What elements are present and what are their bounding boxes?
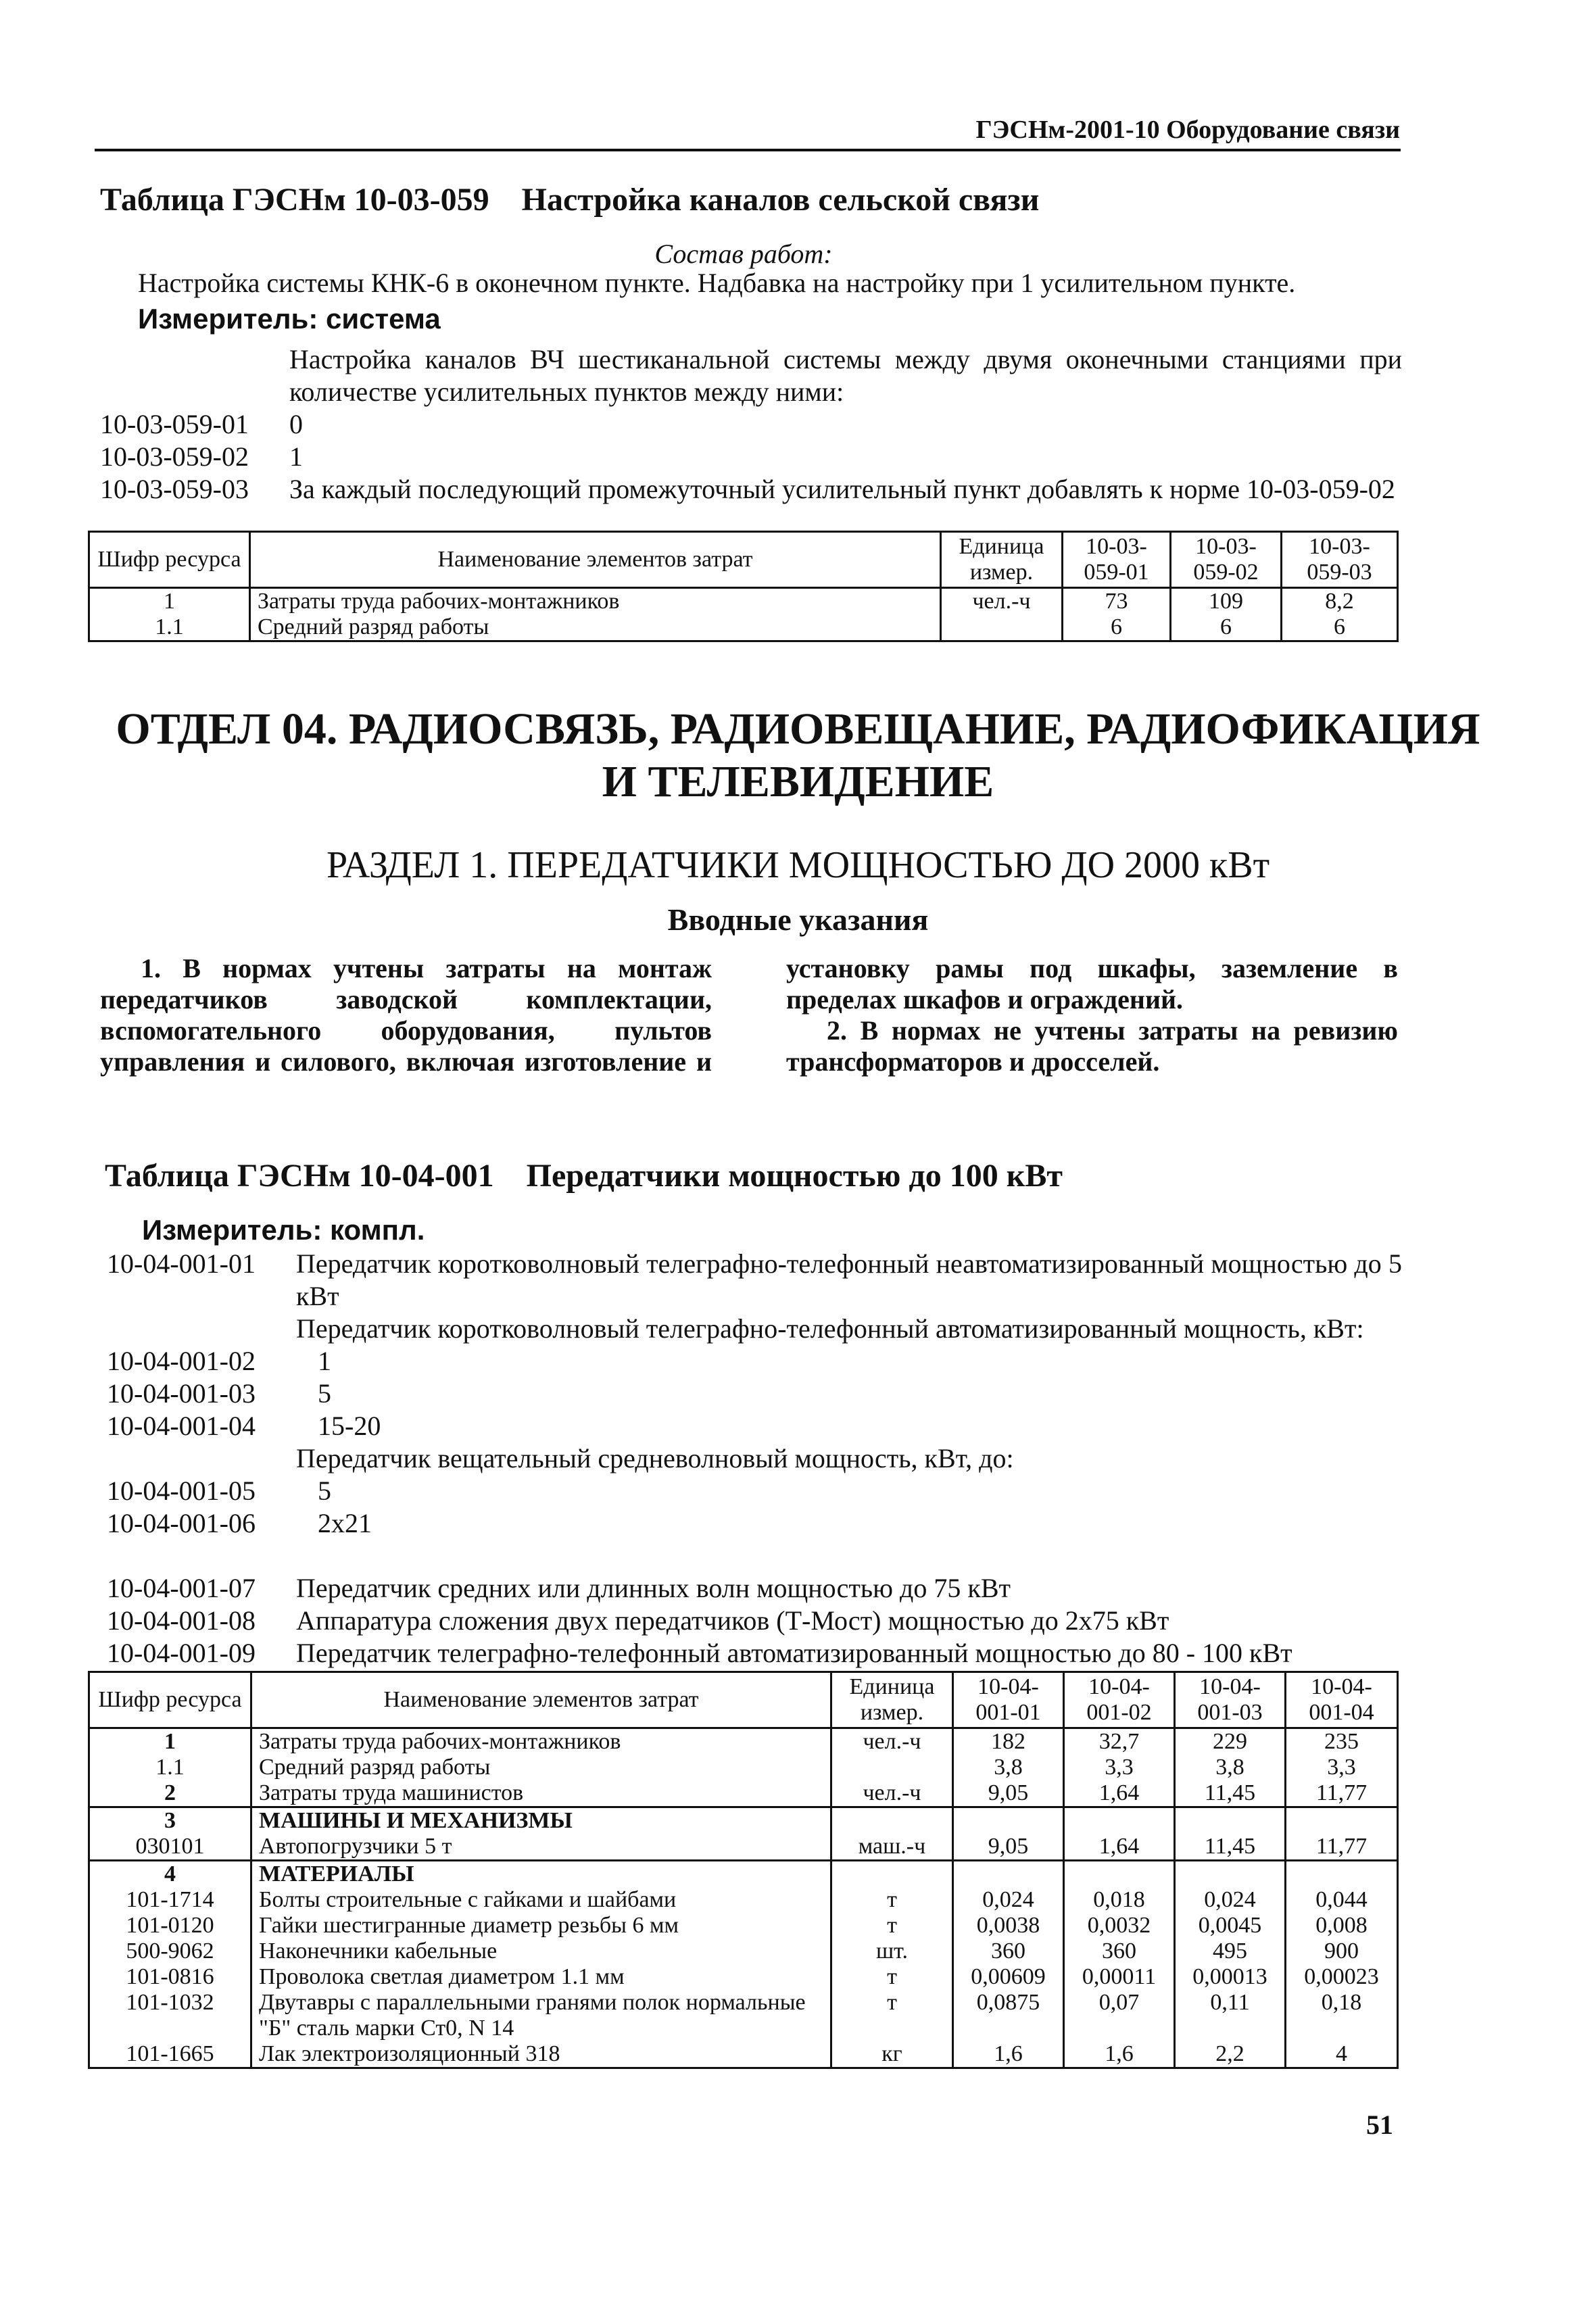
cell-value: 0,024 (953, 1887, 1064, 1913)
header-name: Наименование элементов затрат (250, 532, 941, 588)
item-text: 2х21 (318, 1508, 372, 1538)
cell-cipher: 1.1 (89, 1755, 251, 1780)
item-text: 15-20 (318, 1411, 381, 1441)
table-row (89, 1780, 1398, 1807)
cell-cipher: 2 (89, 1780, 251, 1807)
header-col: 10-04-001-01 (953, 1672, 1064, 1728)
cell-name: Лак электроизоляционный 318 (251, 2041, 831, 2068)
cell-value: 0,024 (1175, 1887, 1286, 1913)
cell-value: 235 (1286, 1728, 1398, 1755)
cell-value: 2,2 (1175, 2041, 1286, 2068)
list-item (107, 1442, 1402, 1475)
cell-value: 6 (1171, 614, 1282, 641)
list-item (107, 1605, 1402, 1637)
item-code: 10-03-059-02 (100, 441, 249, 472)
intro-text-block (100, 953, 1452, 1077)
cell-name: Затраты труда рабочих-монтажников (251, 1728, 831, 1755)
cell-value: 9,05 (953, 1834, 1064, 1861)
table1-meter: Измеритель: система (138, 303, 441, 335)
page-number: 51 (1366, 2110, 1393, 2140)
item-text: Передатчик коротковолновый телеграфно-телефонный неавтоматизированный мощностью до 5 кВт (296, 1248, 1402, 1311)
table-row (89, 614, 1398, 641)
cell-unit: т (831, 1990, 953, 2041)
cell-value: 0,044 (1286, 1887, 1398, 1913)
intro-paragraph-1: 1. В нормах учтены затраты на монтаж передатчиков заводской комплектации, вспомогательного оборудования, пультов управления и силового, включая изготовление и установку рамы под шкафы, заземление в пределах шкафов и ограждений. (100, 953, 1398, 1077)
cell-unit: т (831, 1887, 953, 1913)
running-header: ГЭСНм-2001-10 Оборудование связи (975, 116, 1400, 144)
list-item (107, 1410, 1402, 1442)
cell-value: 3,8 (1175, 1755, 1286, 1780)
item-code: 10-04-001-02 (107, 1346, 256, 1376)
item-text: Передатчик коротковолновый телеграфно-телефонный автоматизированный мощность, кВт: (296, 1313, 1364, 1344)
list-item (107, 1248, 1402, 1313)
cell-value: 6 (1282, 614, 1398, 641)
item-code (107, 1442, 296, 1475)
composition-text: Настройка системы КНК-6 в оконечном пункте. Надбавка на настройку при 1 усилительном пункте. (138, 268, 1296, 298)
cell-name: МАШИНЫ И МЕХАНИЗМЫ (251, 1807, 831, 1834)
cell-cipher: 4 (89, 1861, 251, 1888)
cell-cipher: 101-1714 (89, 1887, 251, 1913)
cell-value: 4 (1286, 2041, 1398, 2068)
cell-name: Гайки шестигранные диаметр резьбы 6 мм (251, 1913, 831, 1939)
cell-value: 0,0045 (1175, 1913, 1286, 1939)
cell-cipher: 3 (89, 1807, 251, 1834)
item-code: 10-04-001-04 (107, 1411, 256, 1441)
item-code: 10-04-001-09 (107, 1638, 256, 1668)
table2-item-list (107, 1248, 1402, 1670)
item-text: 5 (318, 1378, 331, 1409)
cell-value: 0,008 (1286, 1913, 1398, 1939)
cell-name: Двутавры с параллельными гранями полок нормальные "Б" сталь марки Ст0, N 14 (251, 1990, 831, 2041)
cell-value: 182 (953, 1728, 1064, 1755)
cell-name: Средний разряд работы (250, 614, 941, 641)
table-row (89, 1755, 1398, 1780)
cell-cipher: 1 (89, 588, 250, 615)
table-row (89, 588, 1398, 615)
item-text: Передатчик вещательный средневолновый мощность, кВт, до: (296, 1443, 1014, 1473)
cell-value: 3,3 (1064, 1755, 1175, 1780)
item-code: 10-04-001-07 (107, 1573, 256, 1603)
section-title: РАЗДЕЛ 1. ПЕРЕДАТЧИКИ МОЩНОСТЬЮ ДО 2000 кВт (326, 844, 1270, 886)
table2-title (105, 1157, 1063, 1194)
cell-name: Затраты труда рабочих-монтажников (250, 588, 941, 615)
list-item (107, 1378, 1402, 1410)
table2-title-name: Передатчики мощностью до 100 кВт (526, 1158, 1063, 1194)
table1-title-name: Настройка каналов сельской связи (521, 182, 1040, 218)
item-text: 0 (289, 409, 303, 439)
list-item (107, 1313, 1402, 1345)
header-col: 10-03-059-01 (1063, 532, 1171, 588)
cell-unit: чел.-ч (941, 588, 1063, 615)
table-row (89, 1834, 1398, 1861)
cell-cipher: 500-9062 (89, 1939, 251, 1964)
cell-value: 1,64 (1064, 1780, 1175, 1807)
list-item (100, 473, 1402, 506)
cell-cipher: 101-0816 (89, 1964, 251, 1990)
cell-name: МАТЕРИАЛЫ (251, 1861, 831, 1888)
cell-value: 0,00609 (953, 1964, 1064, 1990)
cell-value: 1,6 (1064, 2041, 1175, 2068)
intro-paragraph-2: 2. В нормах не учтены затраты на ревизию трансформаторов и дросселей. (786, 1015, 1398, 1077)
table-row (89, 2041, 1398, 2068)
list-item (107, 1345, 1402, 1378)
table-row (89, 1939, 1398, 1964)
cell-unit: кг (831, 2041, 953, 2068)
cell-cipher: 030101 (89, 1834, 251, 1861)
cell-value: 0,00013 (1175, 1964, 1286, 1990)
cell-value: 229 (1175, 1728, 1286, 1755)
cell-unit (831, 1755, 953, 1780)
cell-name: Средний разряд работы (251, 1755, 831, 1780)
cell-value: 6 (1063, 614, 1171, 641)
department-title-line1: ОТДЕЛ 04. РАДИОСВЯЗЬ, РАДИОВЕЩАНИЕ, РАДИОФИКАЦИЯ (116, 704, 1480, 754)
cell-value: 0,0038 (953, 1913, 1064, 1939)
cell-value: 0,0032 (1064, 1913, 1175, 1939)
header-col: 10-04-001-04 (1286, 1672, 1398, 1728)
table1-title-code: Таблица ГЭСНм 10-03-059 (100, 182, 489, 218)
cell-value: 73 (1063, 588, 1171, 615)
cell-unit (941, 614, 1063, 641)
cell-unit: т (831, 1964, 953, 1990)
header-unit: Единица измер. (831, 1672, 953, 1728)
item-text: 1 (289, 441, 303, 472)
composition-label: Состав работ: (654, 239, 833, 269)
cell-name: Наконечники кабельные (251, 1939, 831, 1964)
table-row (89, 1964, 1398, 1990)
cell-cipher: 101-1032 (89, 1990, 251, 2041)
header-col: 10-04-001-03 (1175, 1672, 1286, 1728)
cell-name: Болты строительные с гайками и шайбами (251, 1887, 831, 1913)
item-code: 10-04-001-06 (107, 1508, 256, 1538)
cell-value: 1,6 (953, 2041, 1064, 2068)
item-text: Передатчик средних или длинных волн мощностью до 75 кВт (296, 1573, 1011, 1603)
intro-heading: Вводные указания (667, 902, 929, 937)
resource-table-1 (88, 531, 1399, 642)
cell-value: 360 (953, 1939, 1064, 1964)
table-row (89, 1990, 1398, 2041)
cell-value: 495 (1175, 1939, 1286, 1964)
header-rule (95, 149, 1401, 151)
table-header-row (89, 1672, 1398, 1728)
cell-unit: т (831, 1913, 953, 1939)
header-col: 10-03-059-02 (1171, 532, 1282, 588)
cell-value: 11,45 (1175, 1834, 1286, 1861)
table2-title-code: Таблица ГЭСНм 10-04-001 (105, 1158, 494, 1194)
cell-value: 0,18 (1286, 1990, 1398, 2041)
item-text: Передатчик телеграфно-телефонный автоматизированный мощностью до 80 - 100 кВт (296, 1638, 1292, 1668)
cell-cipher: 101-1665 (89, 2041, 251, 2068)
table-row (89, 1913, 1398, 1939)
cell-value: 11,77 (1286, 1834, 1398, 1861)
table1-title (100, 181, 1039, 218)
header-cipher: Шифр ресурса (89, 1672, 251, 1728)
item-code: 10-04-001-03 (107, 1378, 256, 1409)
cell-value: 8,2 (1282, 588, 1398, 615)
cell-value: 0,00011 (1064, 1964, 1175, 1990)
header-unit: Единица измер. (941, 532, 1063, 588)
cell-unit: чел.-ч (831, 1728, 953, 1755)
table1-intro-text: Настройка каналов ВЧ шестиканальной системы между двумя оконечными станциями при количестве усилительных пунктов между ними: (289, 344, 1402, 407)
item-text: Аппаратура сложения двух передатчиков (Т-Мост) мощностью до 2х75 кВт (296, 1605, 1169, 1636)
department-title-line2: И ТЕЛЕВИДЕНИЕ (602, 757, 994, 806)
cell-value: 109 (1171, 588, 1282, 615)
resource-table-2 (88, 1671, 1399, 2069)
list-item (107, 1572, 1402, 1605)
table1-item-list (100, 408, 1402, 506)
header-col: 10-03-059-03 (1282, 532, 1398, 588)
table-row (89, 1887, 1398, 1913)
table-section-row (89, 1861, 1398, 1888)
item-text: За каждый последующий промежуточный усилительный пункт добавлять к норме 10-03-059-02 (289, 474, 1395, 504)
item-code: 10-03-059-01 (100, 409, 249, 439)
cell-value: 0,07 (1064, 1990, 1175, 2041)
list-item (107, 1637, 1402, 1670)
cell-value: 1,64 (1064, 1834, 1175, 1861)
cell-name: Проволока светлая диаметром 1.1 мм (251, 1964, 831, 1990)
table-header-row (89, 532, 1398, 588)
cell-unit: шт. (831, 1939, 953, 1964)
cell-value: 11,77 (1286, 1780, 1398, 1807)
cell-value: 0,0875 (953, 1990, 1064, 2041)
table-section-row (89, 1807, 1398, 1834)
item-code (107, 1313, 296, 1345)
cell-value: 11,45 (1175, 1780, 1286, 1807)
cell-value: 3,8 (953, 1755, 1064, 1780)
cell-name: Затраты труда машинистов (251, 1780, 831, 1807)
table2-meter: Измеритель: компл. (142, 1214, 425, 1246)
cell-cipher: 101-0120 (89, 1913, 251, 1939)
item-code: 10-04-001-08 (107, 1605, 256, 1636)
list-item (107, 1507, 1402, 1540)
cell-value: 0,018 (1064, 1887, 1175, 1913)
item-code: 10-03-059-03 (100, 474, 249, 504)
cell-cipher: 1.1 (89, 614, 250, 641)
header-name: Наименование элементов затрат (251, 1672, 831, 1728)
cell-value: 360 (1064, 1939, 1175, 1964)
cell-cipher: 1 (89, 1728, 251, 1755)
cell-name: Автопогрузчики 5 т (251, 1834, 831, 1861)
cell-value: 9,05 (953, 1780, 1064, 1807)
item-text: 1 (318, 1346, 331, 1376)
header-col: 10-04-001-02 (1064, 1672, 1175, 1728)
item-text: 5 (318, 1476, 331, 1506)
cell-value: 0,00023 (1286, 1964, 1398, 1990)
list-item (100, 441, 1402, 473)
cell-value: 3,3 (1286, 1755, 1398, 1780)
cell-value: 0,11 (1175, 1990, 1286, 2041)
list-item (107, 1475, 1402, 1507)
list-item (100, 408, 1402, 441)
item-code: 10-04-001-05 (107, 1476, 256, 1506)
table-row (89, 1728, 1398, 1755)
item-code: 10-04-001-01 (107, 1248, 256, 1279)
cell-value: 32,7 (1064, 1728, 1175, 1755)
cell-unit: чел.-ч (831, 1780, 953, 1807)
header-cipher: Шифр ресурса (89, 532, 250, 588)
cell-unit: маш.-ч (831, 1834, 953, 1861)
cell-value: 900 (1286, 1939, 1398, 1964)
